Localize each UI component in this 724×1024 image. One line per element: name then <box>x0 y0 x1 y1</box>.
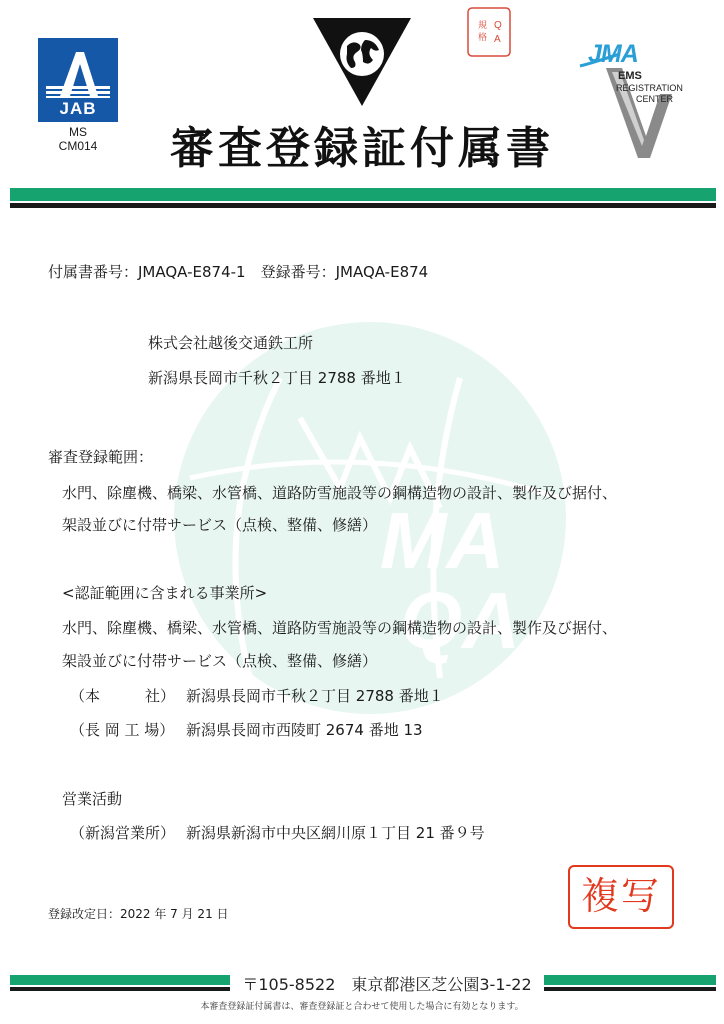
svg-text:Q: Q <box>494 20 502 31</box>
business-site-address: 新潟県新潟市中央区網川原１丁目 21 番９号 <box>186 824 485 842</box>
registration-seal <box>466 6 512 58</box>
header-divider-green <box>10 188 716 201</box>
svg-text:QA: QA <box>400 576 520 665</box>
jab-code: CM014 <box>58 139 98 153</box>
organization-name: 株式会社越後交通鉄工所 <box>148 334 314 352</box>
footer-divider-right-black <box>544 987 716 991</box>
footer-address: 〒105-8522 東京都港区芝公園3-1-22 <box>242 975 532 994</box>
jma-ems-label: EMS <box>618 70 642 82</box>
jma-center-label: CENTER <box>636 94 674 104</box>
header-divider-black <box>10 203 716 208</box>
scope-line-2: 架設並びに付帯サービス（点検、整備、修繕） <box>62 516 378 534</box>
business-heading: 営業活動 <box>62 790 123 808</box>
globe-emblem-icon <box>311 16 413 108</box>
footer-divider-left-black <box>10 987 230 991</box>
jma-registration-label: REGISTRATION <box>616 83 683 93</box>
svg-text:格: 格 <box>478 33 488 43</box>
jma-logo-text: JMA <box>588 40 638 68</box>
scope-line-1: 水門、除塵機、橋梁、水管橋、道路防雪施設等の鋼構造物の設計、製作及び据付、 <box>62 484 618 502</box>
jab-logo-text: JAB <box>59 99 97 118</box>
copy-stamp: 複写 <box>568 865 674 929</box>
organization-address: 新潟県長岡市千秋２丁目 2788 番地１ <box>148 369 406 387</box>
scope-heading: 審査登録範囲： <box>48 448 154 466</box>
sites-heading: <認証範囲に含まれる事業所> <box>62 584 268 602</box>
business-site-label: （新潟営業所） <box>70 824 176 842</box>
sites-scope-line-1: 水門、除塵機、橋梁、水管橋、道路防雪施設等の鋼構造物の設計、製作及び据付、 <box>62 619 618 637</box>
svg-text:MA: MA <box>380 496 505 585</box>
site-label: （本 社） <box>70 687 176 705</box>
footer-divider-left-green <box>10 975 230 985</box>
footer-divider-right-green <box>544 975 716 985</box>
footer-validity-note: 本審査登録証付属書は、審査登録証と合わせて使用した場合に有効となります。 <box>200 1002 524 1012</box>
annex-registration-numbers: 付属書番号：JMAQA-E874-1 登録番号：JMAQA-E874 <box>48 263 429 281</box>
sites-scope-line-2: 架設並びに付帯サービス（点検、整備、修繕） <box>62 652 378 670</box>
svg-text:A: A <box>494 34 501 45</box>
svg-text:規: 規 <box>478 21 488 31</box>
site-address: 新潟県長岡市千秋２丁目 2788 番地１ <box>186 687 444 705</box>
site-address: 新潟県長岡市西陵町 2674 番地 13 <box>186 721 423 739</box>
document-title: 審査登録証付属書 <box>170 123 554 174</box>
site-label: （長 岡 工 場） <box>70 721 175 739</box>
jab-ms-label: MS <box>69 125 87 139</box>
revision-date: 登録改定日：2022 年 7 月 21 日 <box>48 907 229 921</box>
jab-mark <box>38 38 118 122</box>
